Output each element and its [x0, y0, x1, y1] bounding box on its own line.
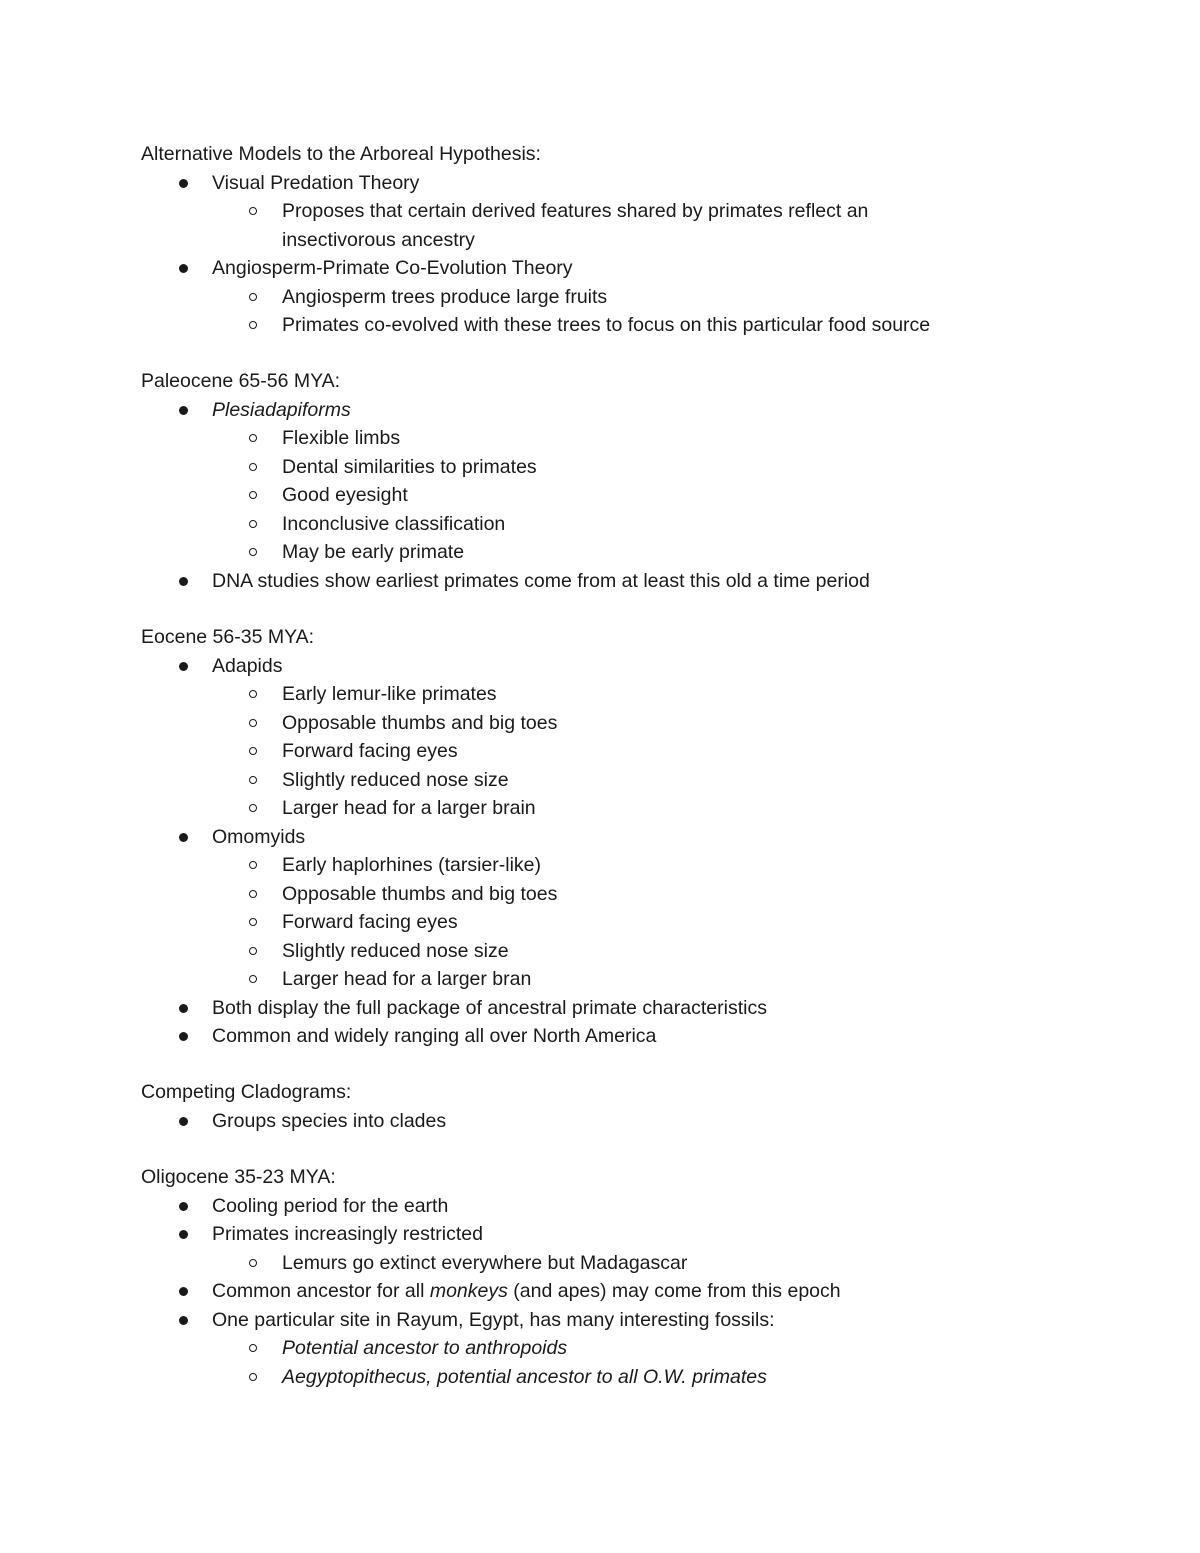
- list-item-text: Potential ancestor to anthropoids: [282, 1337, 568, 1359]
- hollow-bullet-icon: [249, 918, 257, 926]
- list-item: [141, 851, 1101, 880]
- list-item: [141, 197, 1101, 254]
- list-item-text: [212, 1277, 1101, 1306]
- list-item: [141, 1249, 1101, 1278]
- filled-bullet-icon: [179, 1032, 188, 1041]
- filled-bullet-icon: [179, 264, 188, 273]
- text-run: (and apes) may come from this epoch: [507, 1280, 841, 1302]
- list-item: [141, 510, 1101, 539]
- filled-bullet-icon: [179, 1316, 188, 1325]
- list-item-text: Larger head for a larger brain: [282, 797, 536, 819]
- bullet-list: [141, 1107, 1101, 1136]
- list-item: [141, 538, 1101, 567]
- list-item-text: One particular site in Rayum, Egypt, has many interesting fossils:: [212, 1308, 775, 1331]
- list-item-text: Forward facing eyes: [282, 740, 458, 762]
- list-item-text: Visual Predation Theory: [212, 171, 420, 194]
- list-item-text: Omomyids: [212, 825, 306, 848]
- filled-bullet-icon: [179, 406, 188, 415]
- section-oligocene: [141, 1163, 1101, 1391]
- filled-bullet-icon: [179, 1230, 188, 1239]
- list-item: [141, 1192, 1101, 1221]
- list-item: [141, 766, 1101, 795]
- hollow-bullet-icon: [249, 1259, 257, 1267]
- list-item: [141, 1107, 1101, 1136]
- list-item: [141, 823, 1101, 852]
- list-item: [141, 1277, 1101, 1306]
- filled-bullet-icon: [179, 1117, 188, 1126]
- filled-bullet-icon: [179, 1004, 188, 1013]
- list-item-text: Inconclusive classification: [282, 512, 506, 535]
- list-item: [141, 453, 1101, 482]
- list-item: [141, 1334, 1101, 1363]
- list-item: [141, 1306, 1101, 1335]
- hollow-bullet-icon: [249, 321, 257, 329]
- hollow-bullet-icon: [249, 690, 257, 698]
- list-item: [141, 254, 1101, 283]
- hollow-bullet-icon: [249, 975, 257, 983]
- hollow-bullet-icon: [249, 207, 257, 215]
- list-item-text: Plesiadapiforms: [212, 398, 351, 421]
- filled-bullet-icon: [179, 1202, 188, 1211]
- text-run: Common ancestor for all: [212, 1280, 430, 1302]
- list-item-text: Dental similarities to primates: [282, 455, 537, 478]
- filled-bullet-icon: [179, 662, 188, 671]
- list-item-text: Opposable thumbs and big toes: [282, 882, 558, 905]
- list-item: [141, 737, 1101, 766]
- list-item: [141, 1363, 1101, 1392]
- hollow-bullet-icon: [249, 463, 257, 471]
- hollow-bullet-icon: [249, 804, 257, 812]
- list-item-text: Common and widely ranging all over North America: [212, 1025, 657, 1047]
- list-item-text: DNA studies show earliest primates come from at least this old a time period: [212, 569, 870, 592]
- list-item: [141, 311, 1101, 340]
- hollow-bullet-icon: [249, 719, 257, 727]
- section-heading: Competing Cladograms:: [141, 1081, 352, 1103]
- list-item: [141, 481, 1101, 510]
- hollow-bullet-icon: [249, 548, 257, 556]
- list-item-text: Good eyesight: [282, 484, 408, 506]
- bullet-list: [141, 1192, 1101, 1392]
- bullet-list: [141, 652, 1101, 1051]
- bullet-list: [141, 396, 1101, 596]
- hollow-bullet-icon: [249, 747, 257, 755]
- list-item-text: Both display the full package of ancestral primate characteristics: [212, 996, 767, 1019]
- section-heading: Alternative Models to the Arboreal Hypothesis:: [141, 143, 541, 165]
- list-item-text: Angiosperm-Primate Co-Evolution Theory: [212, 257, 573, 279]
- list-item-text: Aegyptopithecus, potential ancestor to all O.W. primates: [282, 1365, 767, 1388]
- list-item: [141, 169, 1101, 198]
- list-item-text: Flexible limbs: [282, 427, 401, 449]
- list-item: [141, 1022, 1101, 1051]
- section-paleocene: [141, 367, 1101, 595]
- list-item-text: May be early primate: [282, 541, 465, 563]
- list-item: [141, 283, 1101, 312]
- hollow-bullet-icon: [249, 1344, 257, 1352]
- hollow-bullet-icon: [249, 491, 257, 499]
- list-item-text: Lemurs go extinct everywhere but Madagascar: [282, 1251, 688, 1274]
- list-item-text: Primates increasingly restricted: [212, 1223, 483, 1245]
- list-item-text: Angiosperm trees produce large fruits: [282, 285, 608, 308]
- list-item: [141, 794, 1101, 823]
- list-item-text: Cooling period for the earth: [212, 1194, 449, 1217]
- hollow-bullet-icon: [249, 293, 257, 301]
- hollow-bullet-icon: [249, 861, 257, 869]
- list-item-text: Forward facing eyes: [282, 911, 458, 933]
- bullet-list: [141, 169, 1101, 340]
- list-item-text: Slightly reduced nose size: [282, 939, 509, 962]
- hollow-bullet-icon: [249, 520, 257, 528]
- section-heading: Paleocene 65-56 MYA:: [141, 370, 341, 392]
- list-item-text: Proposes that certain derived features shared by primates reflect an insectivorous ancestry: [282, 200, 869, 251]
- list-item-text: Adapids: [212, 654, 283, 677]
- filled-bullet-icon: [179, 833, 188, 842]
- filled-bullet-icon: [179, 179, 188, 188]
- section-heading: Eocene 56-35 MYA:: [141, 626, 315, 648]
- list-item: [141, 937, 1101, 966]
- list-item: [141, 1220, 1101, 1249]
- list-item: [141, 709, 1101, 738]
- list-item-text: Primates co-evolved with these trees to focus on this particular food source: [282, 314, 931, 336]
- filled-bullet-icon: [179, 577, 188, 586]
- section-heading: Oligocene 35-23 MYA:: [141, 1166, 336, 1188]
- list-item: [141, 652, 1101, 681]
- hollow-bullet-icon: [249, 947, 257, 955]
- list-item-text: Early lemur-like primates: [282, 683, 497, 705]
- hollow-bullet-icon: [249, 776, 257, 784]
- filled-bullet-icon: [179, 1287, 188, 1296]
- list-item: [141, 396, 1101, 425]
- hollow-bullet-icon: [249, 890, 257, 898]
- list-item: [141, 908, 1101, 937]
- list-item: [141, 994, 1101, 1023]
- list-item: [141, 880, 1101, 909]
- section-eocene: [141, 623, 1101, 1051]
- list-item-text: Early haplorhines (tarsier-like): [282, 854, 542, 876]
- hollow-bullet-icon: [249, 434, 257, 442]
- emphasized-text: monkeys: [429, 1280, 508, 1302]
- list-item: [141, 680, 1101, 709]
- hollow-bullet-icon: [249, 1373, 257, 1381]
- section-competing-cladograms: [141, 1078, 1101, 1135]
- list-item: [141, 567, 1101, 596]
- list-item: [141, 965, 1101, 994]
- list-item-text: Groups species into clades: [212, 1109, 447, 1132]
- list-item: [141, 424, 1101, 453]
- list-item-text: Slightly reduced nose size: [282, 768, 509, 791]
- section-arboreal-alternatives: [141, 140, 1101, 340]
- list-item-text: Larger head for a larger bran: [282, 968, 532, 990]
- list-item-text: Opposable thumbs and big toes: [282, 711, 558, 734]
